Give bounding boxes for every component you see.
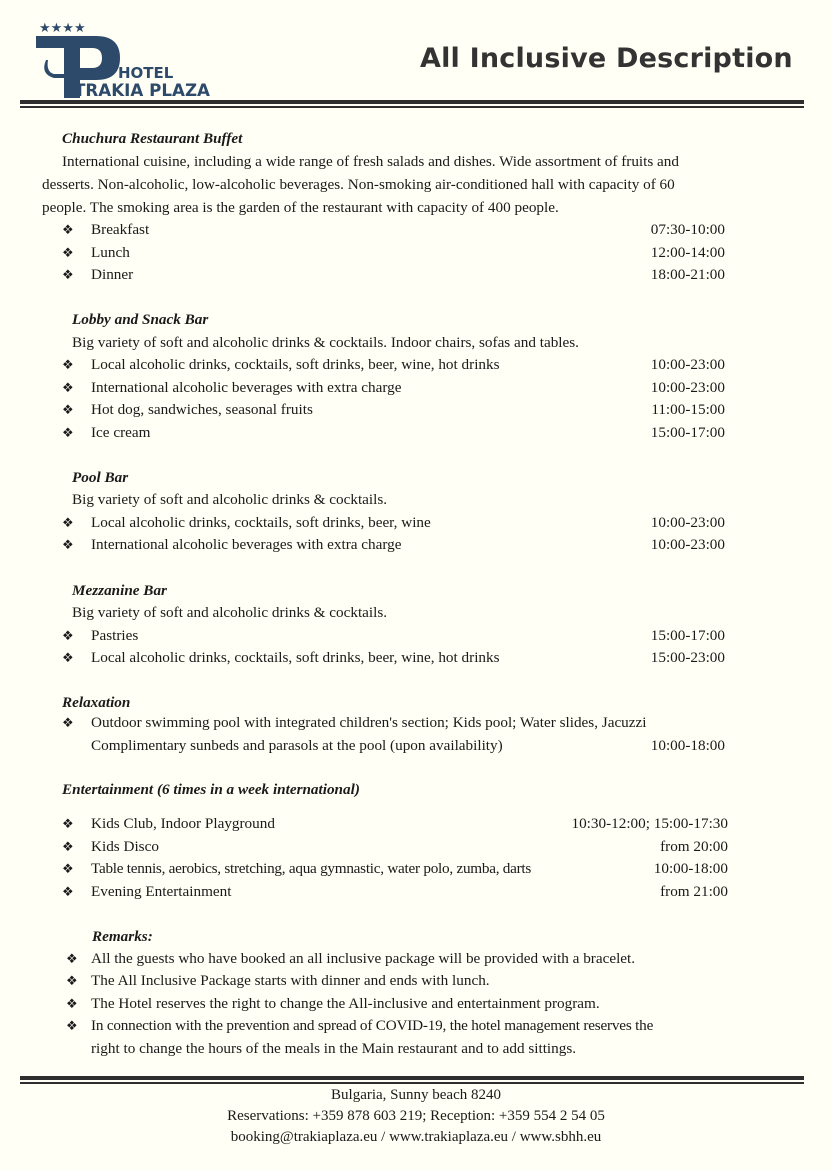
item-label: Complimentary sunbeds and parasols at the pool (upon availability)	[91, 737, 503, 754]
list-item	[0, 712, 832, 734]
bullet-icon: ❖	[66, 951, 78, 966]
bullet-icon: ❖	[62, 715, 74, 730]
bullet-icon: ❖	[62, 861, 74, 876]
bullet-icon: ❖	[62, 357, 74, 372]
remark-text: All the guests who have booked an all inclusive package will be provided with a bracelet.	[91, 950, 636, 967]
item-label: Local alcoholic drinks, cocktails, soft drinks, beer, wine	[91, 514, 431, 531]
restaurant-description-line: desserts. Non-alcoholic, low-alcoholic beverages. Non-smoking air-conditioned hall with capacity of 60	[42, 176, 675, 193]
item-time: 10:00-18:00	[653, 860, 728, 877]
bullet-icon: ❖	[62, 884, 74, 899]
item-label: Dinner	[91, 266, 134, 283]
bullet-icon: ❖	[62, 839, 74, 854]
item-label: Evening Entertainment	[91, 883, 232, 900]
list-item	[0, 399, 832, 421]
item-label: Pastries	[91, 627, 139, 644]
list-item	[0, 377, 832, 399]
item-label: Local alcoholic drinks, cocktails, soft drinks, beer, wine, hot drinks	[91, 356, 500, 373]
bullet-icon: ❖	[62, 515, 74, 530]
bullet-icon: ❖	[62, 650, 74, 665]
item-time: 10:30-12:00; 15:00-17:30	[571, 815, 728, 832]
bullet-icon: ❖	[62, 222, 74, 237]
logo-stars: ★★★★	[39, 22, 86, 36]
list-item	[0, 625, 832, 647]
remark-text: right to change the hours of the meals in the Main restaurant and to add sittings.	[91, 1040, 577, 1057]
pool-bar-description: Big variety of soft and alcoholic drinks & cocktails.	[72, 491, 388, 508]
bullet-icon: ❖	[62, 380, 74, 395]
list-item	[0, 512, 832, 534]
item-time: 10:00-23:00	[650, 514, 725, 531]
list-item	[0, 354, 832, 376]
list-item-continuation	[0, 735, 832, 757]
list-item	[0, 422, 832, 444]
section-heading-entertainment: Entertainment (6 times in a week international)	[62, 781, 360, 798]
item-time: 10:00-18:00	[650, 737, 725, 754]
list-item	[0, 264, 832, 286]
item-time: 10:00-23:00	[650, 379, 725, 396]
logo-hotel-text: HOTEL	[118, 64, 174, 82]
bullet-icon: ❖	[62, 245, 74, 260]
list-item	[0, 858, 832, 880]
remark-item	[0, 970, 832, 992]
item-time: from 20:00	[660, 838, 728, 855]
mezzanine-description: Big variety of soft and alcoholic drinks & cocktails.	[72, 604, 388, 621]
footer-links: booking@trakiaplaza.eu / www.trakiaplaza.eu / www.sbhh.eu	[230, 1129, 602, 1145]
bullet-icon: ❖	[62, 402, 74, 417]
item-time: 11:00-15:00	[651, 401, 725, 418]
bullet-icon: ❖	[66, 996, 78, 1011]
item-time: 10:00-23:00	[650, 356, 725, 373]
section-heading-lobby: Lobby and Snack Bar	[72, 311, 209, 328]
remark-text: The All Inclusive Package starts with dinner and ends with lunch.	[91, 972, 490, 989]
list-item	[0, 534, 832, 556]
footer-address: Bulgaria, Sunny beach 8240	[331, 1087, 501, 1103]
item-time: 18:00-21:00	[650, 266, 725, 283]
remark-text: The Hotel reserves the right to change the All-inclusive and entertainment program.	[91, 995, 600, 1012]
section-heading-relaxation: Relaxation	[62, 694, 131, 711]
bullet-icon: ❖	[62, 267, 74, 282]
section-heading-mezzanine: Mezzanine Bar	[72, 582, 167, 599]
item-time: 15:00-17:00	[650, 627, 725, 644]
bullet-icon: ❖	[62, 628, 74, 643]
hotel-logo	[34, 22, 214, 100]
section-heading-remarks: Remarks:	[92, 928, 153, 945]
item-label: Local alcoholic drinks, cocktails, soft drinks, beer, wine, hot drinks	[91, 649, 500, 666]
section-heading-pool-bar: Pool Bar	[72, 469, 129, 486]
page-title: All Inclusive Description	[420, 43, 793, 74]
item-label: Breakfast	[91, 221, 150, 238]
item-label: Kids Disco	[91, 838, 159, 855]
item-time: 12:00-14:00	[650, 244, 725, 261]
list-item	[0, 219, 832, 241]
lobby-description: Big variety of soft and alcoholic drinks & cocktails. Indoor chairs, sofas and tables.	[72, 334, 579, 351]
logo-name-text: TRAKIA PLAZA	[74, 81, 211, 100]
section-heading-restaurant: Chuchura Restaurant Buffet	[62, 130, 243, 147]
list-item	[0, 647, 832, 669]
footer-phones: Reservations: +359 878 603 219; Reception: +359 554 2 54 05	[227, 1108, 605, 1124]
remark-item	[0, 948, 832, 970]
item-time: 07:30-10:00	[650, 221, 725, 238]
list-item	[0, 881, 832, 903]
item-time: 15:00-23:00	[650, 649, 725, 666]
bullet-icon: ❖	[66, 1018, 78, 1033]
bullet-icon: ❖	[62, 816, 74, 831]
list-item	[0, 242, 832, 264]
item-label: Table tennis, aerobics, stretching, aqua gymnastic, water polo, zumba, darts	[91, 860, 532, 877]
item-label: International alcoholic beverages with extra charge	[91, 379, 402, 396]
list-item	[0, 836, 832, 858]
remark-text: In connection with the prevention and spread of COVID-19, the hotel management reserves the	[91, 1017, 654, 1034]
bullet-icon: ❖	[62, 537, 74, 552]
header-divider	[20, 100, 804, 108]
item-time: 15:00-17:00	[650, 424, 725, 441]
footer-divider	[20, 1076, 804, 1084]
remark-continuation	[0, 1038, 832, 1060]
bullet-icon: ❖	[62, 425, 74, 440]
logo-hook	[44, 60, 64, 78]
item-label: Kids Club, Indoor Playground	[91, 815, 275, 832]
item-label: Ice cream	[91, 424, 151, 441]
item-time: 10:00-23:00	[650, 536, 725, 553]
restaurant-description-line: people. The smoking area is the garden of the restaurant with capacity of 400 people.	[42, 199, 559, 216]
remark-item	[0, 1015, 832, 1037]
item-time: from 21:00	[660, 883, 728, 900]
item-label: Hot dog, sandwiches, seasonal fruits	[91, 401, 313, 418]
bullet-icon: ❖	[66, 973, 78, 988]
list-item	[0, 813, 832, 835]
remark-item	[0, 993, 832, 1015]
restaurant-description-line: International cuisine, including a wide range of fresh salads and dishes. Wide assortment of fruits and	[62, 153, 679, 170]
item-label: Lunch	[91, 244, 130, 261]
item-label: International alcoholic beverages with extra charge	[91, 536, 402, 553]
item-label: Outdoor swimming pool with integrated children's section; Kids pool; Water slides, Jacuzzi	[91, 714, 647, 731]
